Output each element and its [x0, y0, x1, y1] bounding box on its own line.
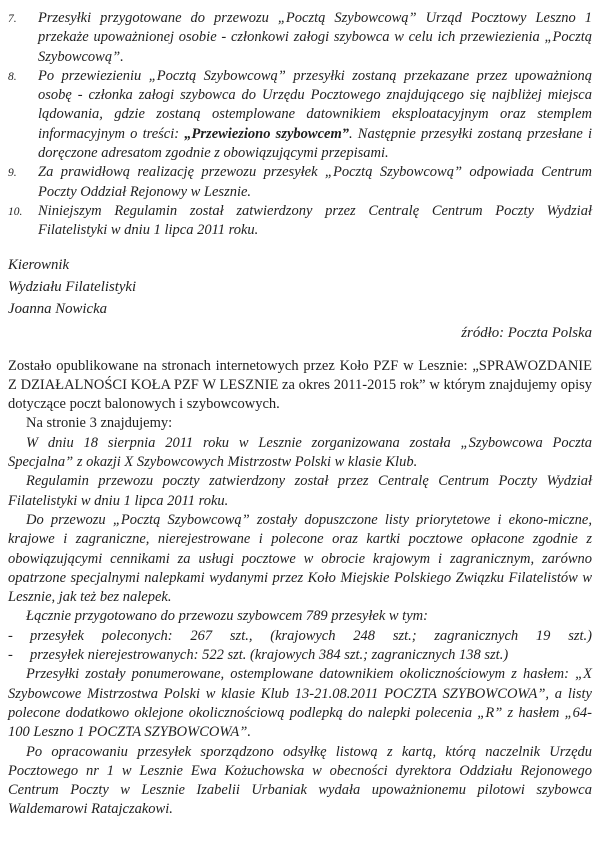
- dash-list-item-registered: [8, 627, 592, 646]
- dash-bullet: -: [8, 627, 13, 644]
- report-section: [8, 357, 592, 820]
- report-paragraph-dispatch: Po opracowaniu przesyłek sporządzono odsyłkę listową z kartą, którą naczelnik Urzędu Pocztowego nr 1 w Lesznie Ewa Kożuchowska w obecności dyrektora Oddziału Rejonowego Centrum Poczty w Lesznie Izabelii Urbaniak wydała upoważnionemu pilotowi szybowca Waldemarowi Ratajczakowi.: [8, 743, 592, 818]
- signature-block: [8, 254, 592, 320]
- regulation-item-8: [8, 67, 592, 163]
- regulation-item-text-before: Po przewiezieniu „Pocztą Szybowcową” przesyłki zostaną przekazane przez upoważnioną osobę - członka załogi szybowca do Urzędu Pocztowego znajdującego się najbliżej miejsca lądowania, gdzie zostaną ostemplowane datownikiem eksploatacyjnym oraz stemplem informacyjnym o treści:: [38, 67, 592, 142]
- regulation-item-text-after: . Następnie przesyłki zostaną przesłane i doręczone adresatom zgodnie z obowiązującymi przepisami.: [38, 125, 592, 162]
- regulation-item-10: [8, 202, 592, 241]
- signature-name: Joanna Nowicka: [8, 300, 108, 317]
- regulation-item-number: 7.: [8, 13, 17, 25]
- regulation-item-7: [8, 9, 592, 67]
- signature-department: Wydziału Filatelistyki: [8, 278, 137, 295]
- regulation-item-number: 9.: [8, 167, 17, 180]
- report-paragraph-2: Regulamin przewozu poczty zatwierdzony został przez Centralę Centrum Poczty Wydział Filatelistyki w dniu 1 lipca 2011 roku.: [8, 473, 592, 509]
- dash-item-text: przesyłek nierejestrowanych: 522 szt. (krajowych 384 szt.; zagranicznych 138 szt.): [30, 647, 509, 664]
- signature-role: Kierownik: [8, 256, 70, 273]
- regulation-item-text: Za prawidłową realizację przewozu przesyłek „Pocztą Szybowcową” odpowiada Centrum Poczty Oddział Rejonowy w Lesznie.: [38, 164, 592, 200]
- report-paragraph-3: Do przewozu „Pocztą Szybowcową” zostały dopuszczone listy priorytetowe i ekono-miczne, krajowe i zagraniczne, nierejestrowane i polecone oraz kartki pocztowe opłacone zgodnie z obowiązującymi cennikami za usługi pocztowe w obrocie krajowym i zagranicznym, zarówno opatrzone specjalnymi nalepkami wydanymi przez Koło Miejskie Polskiego Związku Filatelistów w Lesznie, jak też bez nalepek.: [8, 511, 592, 606]
- stamp-motto-bold-text: „Przewieziono szybowcem”: [184, 125, 349, 142]
- dash-item-text: przesyłek poleconych: 267 szt., (krajowych 248 szt.; zagranicznych 19 szt.): [30, 627, 592, 644]
- regulation-item-number: 10.: [8, 205, 23, 218]
- report-paragraph-numbering: Przesyłki zostały ponumerowane, ostemplowane datownikiem okolicznościowym z hasłem: „X Szybowcowe Mistrzostwa Polski w klasie Klub 13-21.08.2011 POCZTA SZYBOWCOWA”, a listy polecone dodatkowo oklejone okolicznościową podlepką do nalepki polecenia „R” z hasłem „64-100 Leszno 1 POCZTA SZYBOWCOWA”.: [8, 666, 592, 741]
- regulation-item-text: [38, 67, 592, 163]
- regulation-list: [8, 9, 592, 241]
- report-paragraph-totals-lead: Łącznie przygotowano do przewozu szybowcem 789 przesyłek w tym:: [26, 608, 428, 625]
- source-note: źródło: Poczta Polska: [461, 324, 592, 341]
- regulation-item-text: Niniejszym Regulamin został zatwierdzony przez Centralę Centrum Poczty Wydział Filatelistyki w dniu 1 lipca 2011 roku.: [38, 202, 592, 239]
- dash-bullet: -: [8, 647, 13, 664]
- report-intro-paragraph: Zostało opublikowane na stronach internetowych przez Koło PZF w Lesznie: „SPRAWOZDANIE Z DZIAŁALNOŚCI KOŁA PZF W LESZNIE za okres 2011-2015 rok” w którym znajdujemy opisy dotyczące poczt balonowych i szybowcowych.: [8, 357, 592, 413]
- dash-list-item-unregistered: [8, 646, 592, 665]
- report-page3-lead: Na stronie 3 znajdujemy:: [26, 415, 173, 432]
- regulation-item-text: Przesyłki przygotowane do przewozu „Pocztą Szybowcową” Urząd Pocztowy Leszno 1 przekaże upoważnionej osobie - członkowi załogi szybowca w celu ich przewiezienia „Pocztą Szybowcową”.: [38, 10, 592, 65]
- report-paragraph-1: W dniu 18 sierpnia 2011 roku w Lesznie zorganizowana została „Szybowcowa Poczta Specjalna” z okazji X Szybowcowych Mistrzostw Polski w klasie Klub.: [8, 434, 592, 471]
- regulation-item-number: 8.: [8, 70, 17, 83]
- regulation-item-9: [8, 163, 592, 202]
